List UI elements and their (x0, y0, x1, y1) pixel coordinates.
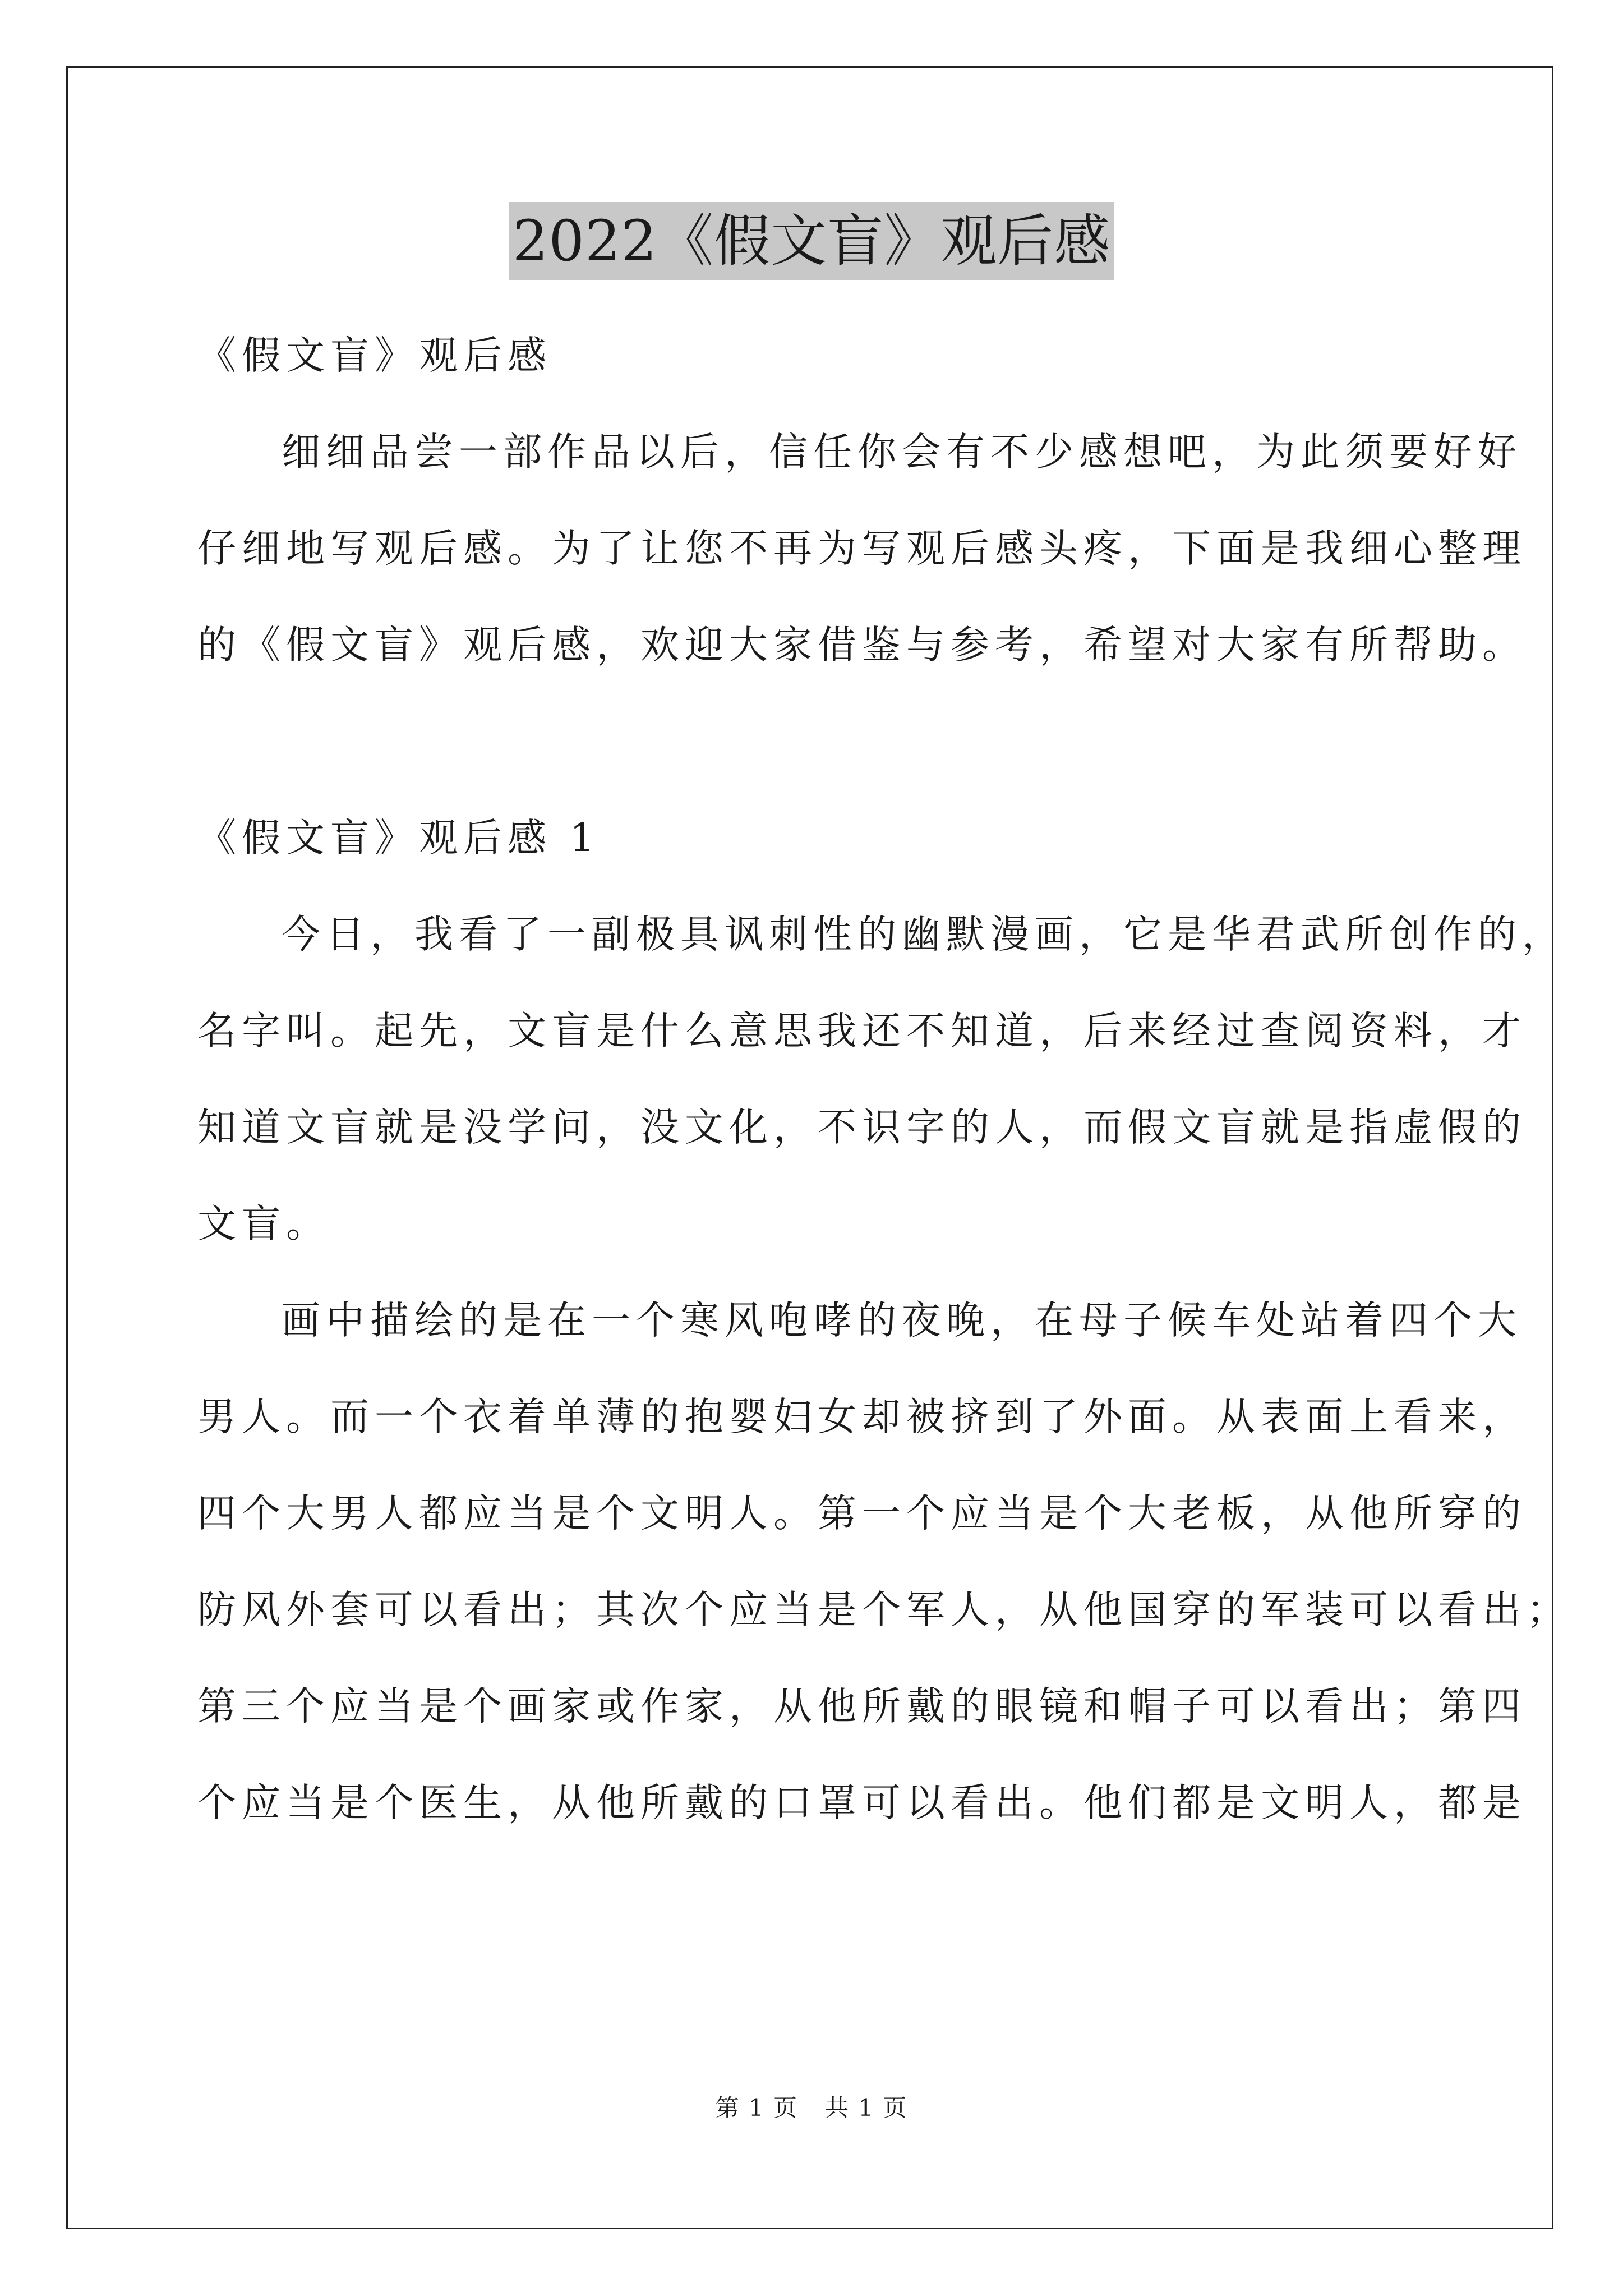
title-wrap (0, 202, 1623, 280)
document-title: 2022《假文盲》观后感 (509, 202, 1114, 280)
paragraph-line: 文盲。 (197, 1202, 330, 1246)
page-footer (0, 2091, 1623, 2125)
paragraph-line: 四个大男人都应当是个文明人。第一个应当是个大老板，从他所穿的 (197, 1491, 1527, 1536)
page-total: 共 1 页 (825, 2094, 908, 2122)
intro-line: 的《假文盲》观后感，欢迎大家借鉴与参考，希望对大家有所帮助。 (197, 623, 1527, 668)
section-heading: 《假文盲》观后感 1 (197, 816, 600, 861)
paragraph-line: 个应当是个医生，从他所戴的口罩可以看出。他们都是文明人，都是 (197, 1780, 1527, 1825)
document-body (197, 307, 1571, 1851)
paragraph-line: 第三个应当是个画家或作家，从他所戴的眼镜和帽子可以看出；第四 (197, 1684, 1527, 1729)
paragraph-line: 男人。而一个衣着单薄的抱婴妇女却被挤到了外面。从表面上看来， (197, 1395, 1527, 1439)
subtitle: 《假文盲》观后感 (197, 333, 552, 378)
paragraph-gap (197, 693, 1431, 790)
paragraph-line: 今日，我看了一副极具讽刺性的幽默漫画，它是华君武所创作的， (282, 912, 1566, 957)
paragraph-line: 画中描绘的是在一个寒风咆哮的夜晚，在母子候车处站着四个大 (282, 1298, 1522, 1343)
paragraph-line: 知道文盲就是没学问，没文化，不识字的人，而假文盲就是指虚假的 (197, 1105, 1527, 1150)
intro-line: 细细品尝一部作品以后，信任你会有不少感想吧，为此须要好好 (282, 430, 1522, 475)
paragraph-line: 防风外套可以看出；其次个应当是个军人，从他国穿的军装可以看出； (197, 1588, 1571, 1632)
paragraph-line: 名字叫。起先，文盲是什么意思我还不知道，后来经过查阅资料，才 (197, 1009, 1527, 1053)
intro-line: 仔细地写观后感。为了让您不再为写观后感头疼，下面是我细心整理 (197, 526, 1527, 571)
page-number: 第 1 页 (715, 2094, 798, 2122)
